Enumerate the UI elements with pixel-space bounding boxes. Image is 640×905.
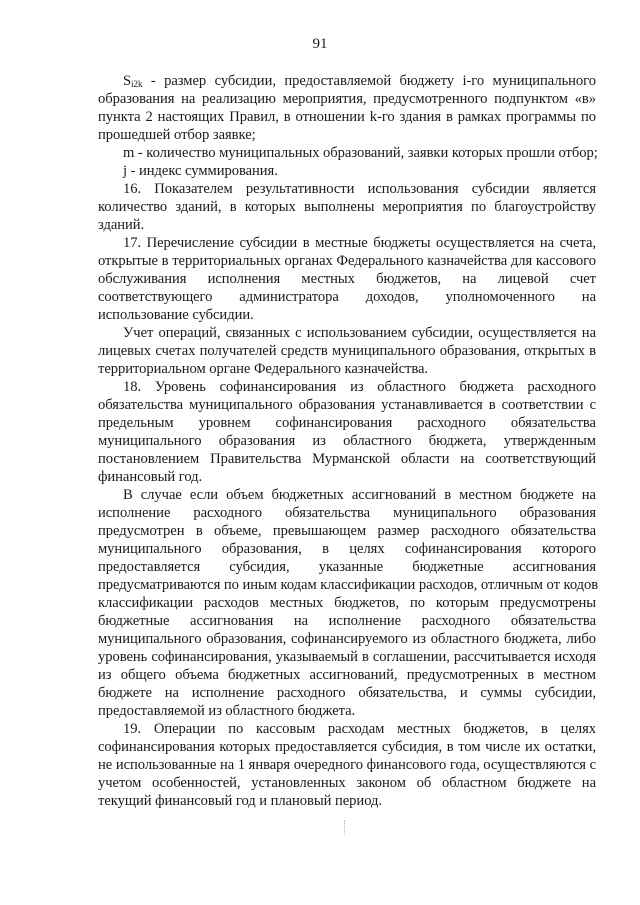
text-line	[98, 756, 596, 774]
text-line	[98, 540, 596, 558]
line-text: бюджетные ассигнования на исполнение расходного обязательства	[98, 613, 596, 629]
text-line	[98, 90, 596, 108]
line-text: пункта 2 настоящих Правил, в отношении k-го здания в рамках программы по	[98, 109, 596, 125]
line-text: из общего объема бюджетных ассигнований, предусмотренных в местном	[98, 667, 596, 683]
line-text: В случае если объем бюджетных ассигнований в местном бюджете на	[123, 487, 596, 503]
text-line	[98, 468, 596, 486]
text-line	[98, 288, 596, 306]
line-text: обслуживания исполнения местных бюджетов, на лицевой счет	[98, 271, 596, 287]
text-line	[98, 612, 596, 630]
line-text: предельным уровнем софинансирования расходного обязательства	[98, 415, 596, 431]
text-line	[98, 108, 596, 126]
line-text: предоставляется субсидия, указанные бюджетные ассигнования	[98, 559, 596, 575]
text-line	[98, 324, 596, 342]
line-text: 17. Перечисление субсидии в местные бюджеты осуществляется на счета,	[123, 235, 596, 251]
line-text: не использованные на 1 января очередного финансового года, осуществляются с	[98, 757, 596, 773]
line-text: муниципального образования, в целях софинансирования которого	[98, 541, 596, 557]
text-line	[98, 792, 596, 810]
scan-mark	[344, 820, 346, 834]
text-line	[98, 450, 596, 468]
text-line	[98, 396, 596, 414]
text-line	[98, 216, 596, 234]
text-line	[98, 558, 596, 576]
line-text: образования на реализацию мероприятия, предусмотренного подпунктом «в»	[98, 91, 596, 107]
text-line	[98, 738, 596, 756]
text-line	[98, 702, 596, 720]
line-text: 19. Операции по кассовым расходам местных бюджетов, в целях	[123, 721, 596, 737]
text-line	[98, 630, 596, 648]
line-text: территориальном органе Федерального казначейства.	[98, 361, 428, 377]
paragraph	[98, 234, 596, 324]
line-text: предусматриваются по иным кодам классификации расходов, отличным от кодов	[98, 577, 599, 593]
line-text: бюджете на исполнение расходного обязательства, и суммы субсидии,	[98, 685, 596, 701]
paragraph	[98, 378, 596, 486]
paragraph	[98, 486, 599, 720]
line-text: предусмотрен в объеме, превышающем размер расходного обязательства	[98, 523, 596, 539]
text-line	[98, 378, 596, 396]
line-text: классификации расходов местных бюджетов, по которым предусмотрены	[98, 595, 596, 611]
paragraph	[98, 324, 596, 378]
line-text: 16. Показателем результативности использования субсидии является	[123, 181, 596, 197]
text-line	[98, 486, 596, 504]
line-text: прошедшей отбор заявке;	[98, 127, 256, 143]
text-line	[98, 198, 596, 216]
line-text: j - индекс суммирования.	[123, 163, 278, 179]
variable-subscript: i2k	[131, 79, 143, 89]
line-text: соответствующего администратора доходов, уполномоченного на	[98, 289, 596, 305]
paragraph	[98, 180, 596, 234]
text-line	[98, 774, 596, 792]
line-text: использование субсидии.	[98, 307, 254, 323]
line-text: текущий финансовый год и плановый период.	[98, 793, 382, 809]
line-text: лицевых счетах получателей средств муниципального образования, открытых в	[98, 343, 596, 359]
text-line	[98, 666, 596, 684]
variable-symbol: S	[123, 73, 132, 89]
text-line	[98, 270, 596, 288]
text-line	[98, 594, 596, 612]
text-line	[98, 648, 596, 666]
line-text: учетом особенностей, установленных законом об областном бюджете на	[98, 775, 596, 791]
line-text: исполнение расходного обязательства муниципального образования	[98, 505, 596, 521]
line-text: открытые в территориальных органах Федерального казначейства для кассового	[98, 253, 596, 269]
paragraph	[98, 720, 596, 810]
line-text: Учет операций, связанных с использованием субсидии, осуществляется на	[123, 325, 596, 341]
line-text: муниципального образования из областного бюджета, утвержденным	[98, 433, 596, 449]
text-line	[98, 306, 596, 324]
line-text: 18. Уровень софинансирования из областного бюджета расходного	[123, 379, 596, 395]
line-text: количество зданий, в которых выполнены мероприятия по благоустройству	[98, 199, 596, 215]
text-line	[98, 522, 596, 540]
document-body	[98, 72, 599, 810]
text-line	[98, 504, 596, 522]
text-line	[98, 72, 596, 90]
line-text: предоставляемой из областного бюджета.	[98, 703, 356, 719]
line-text: - размер субсидии, предоставляемой бюджету i-го муниципального	[142, 73, 596, 89]
text-line	[98, 720, 596, 738]
line-text: муниципального образования, софинансируемого из областного бюджета, либо	[98, 631, 596, 647]
text-line	[98, 144, 596, 162]
text-line	[98, 576, 599, 594]
text-line	[98, 684, 596, 702]
text-line	[98, 234, 596, 252]
text-line	[98, 126, 596, 144]
page-number: 91	[312, 36, 328, 52]
text-line	[98, 360, 596, 378]
paragraph	[98, 144, 596, 162]
text-line	[98, 342, 596, 360]
text-line	[98, 432, 596, 450]
text-line	[98, 414, 596, 432]
line-text: постановлением Правительства Мурманской области на соответствующий	[98, 451, 596, 467]
paragraph	[98, 162, 596, 180]
text-line	[98, 180, 596, 198]
line-text: m - количество муниципальных образований, заявки которых прошли отбор;	[123, 145, 598, 161]
line-text: софинансирования которых предоставляется субсидия, в том числе их остатки,	[98, 739, 596, 755]
line-text: финансовый год.	[98, 469, 203, 485]
line-text: уровень софинансирования, указываемый в соглашении, рассчитывается исходя	[98, 649, 596, 665]
line-text: зданий.	[98, 217, 145, 233]
text-line	[98, 162, 596, 180]
paragraph	[98, 72, 596, 144]
line-text: обязательства муниципального образования устанавливается в соответствии с	[98, 397, 596, 413]
text-line	[98, 252, 596, 270]
